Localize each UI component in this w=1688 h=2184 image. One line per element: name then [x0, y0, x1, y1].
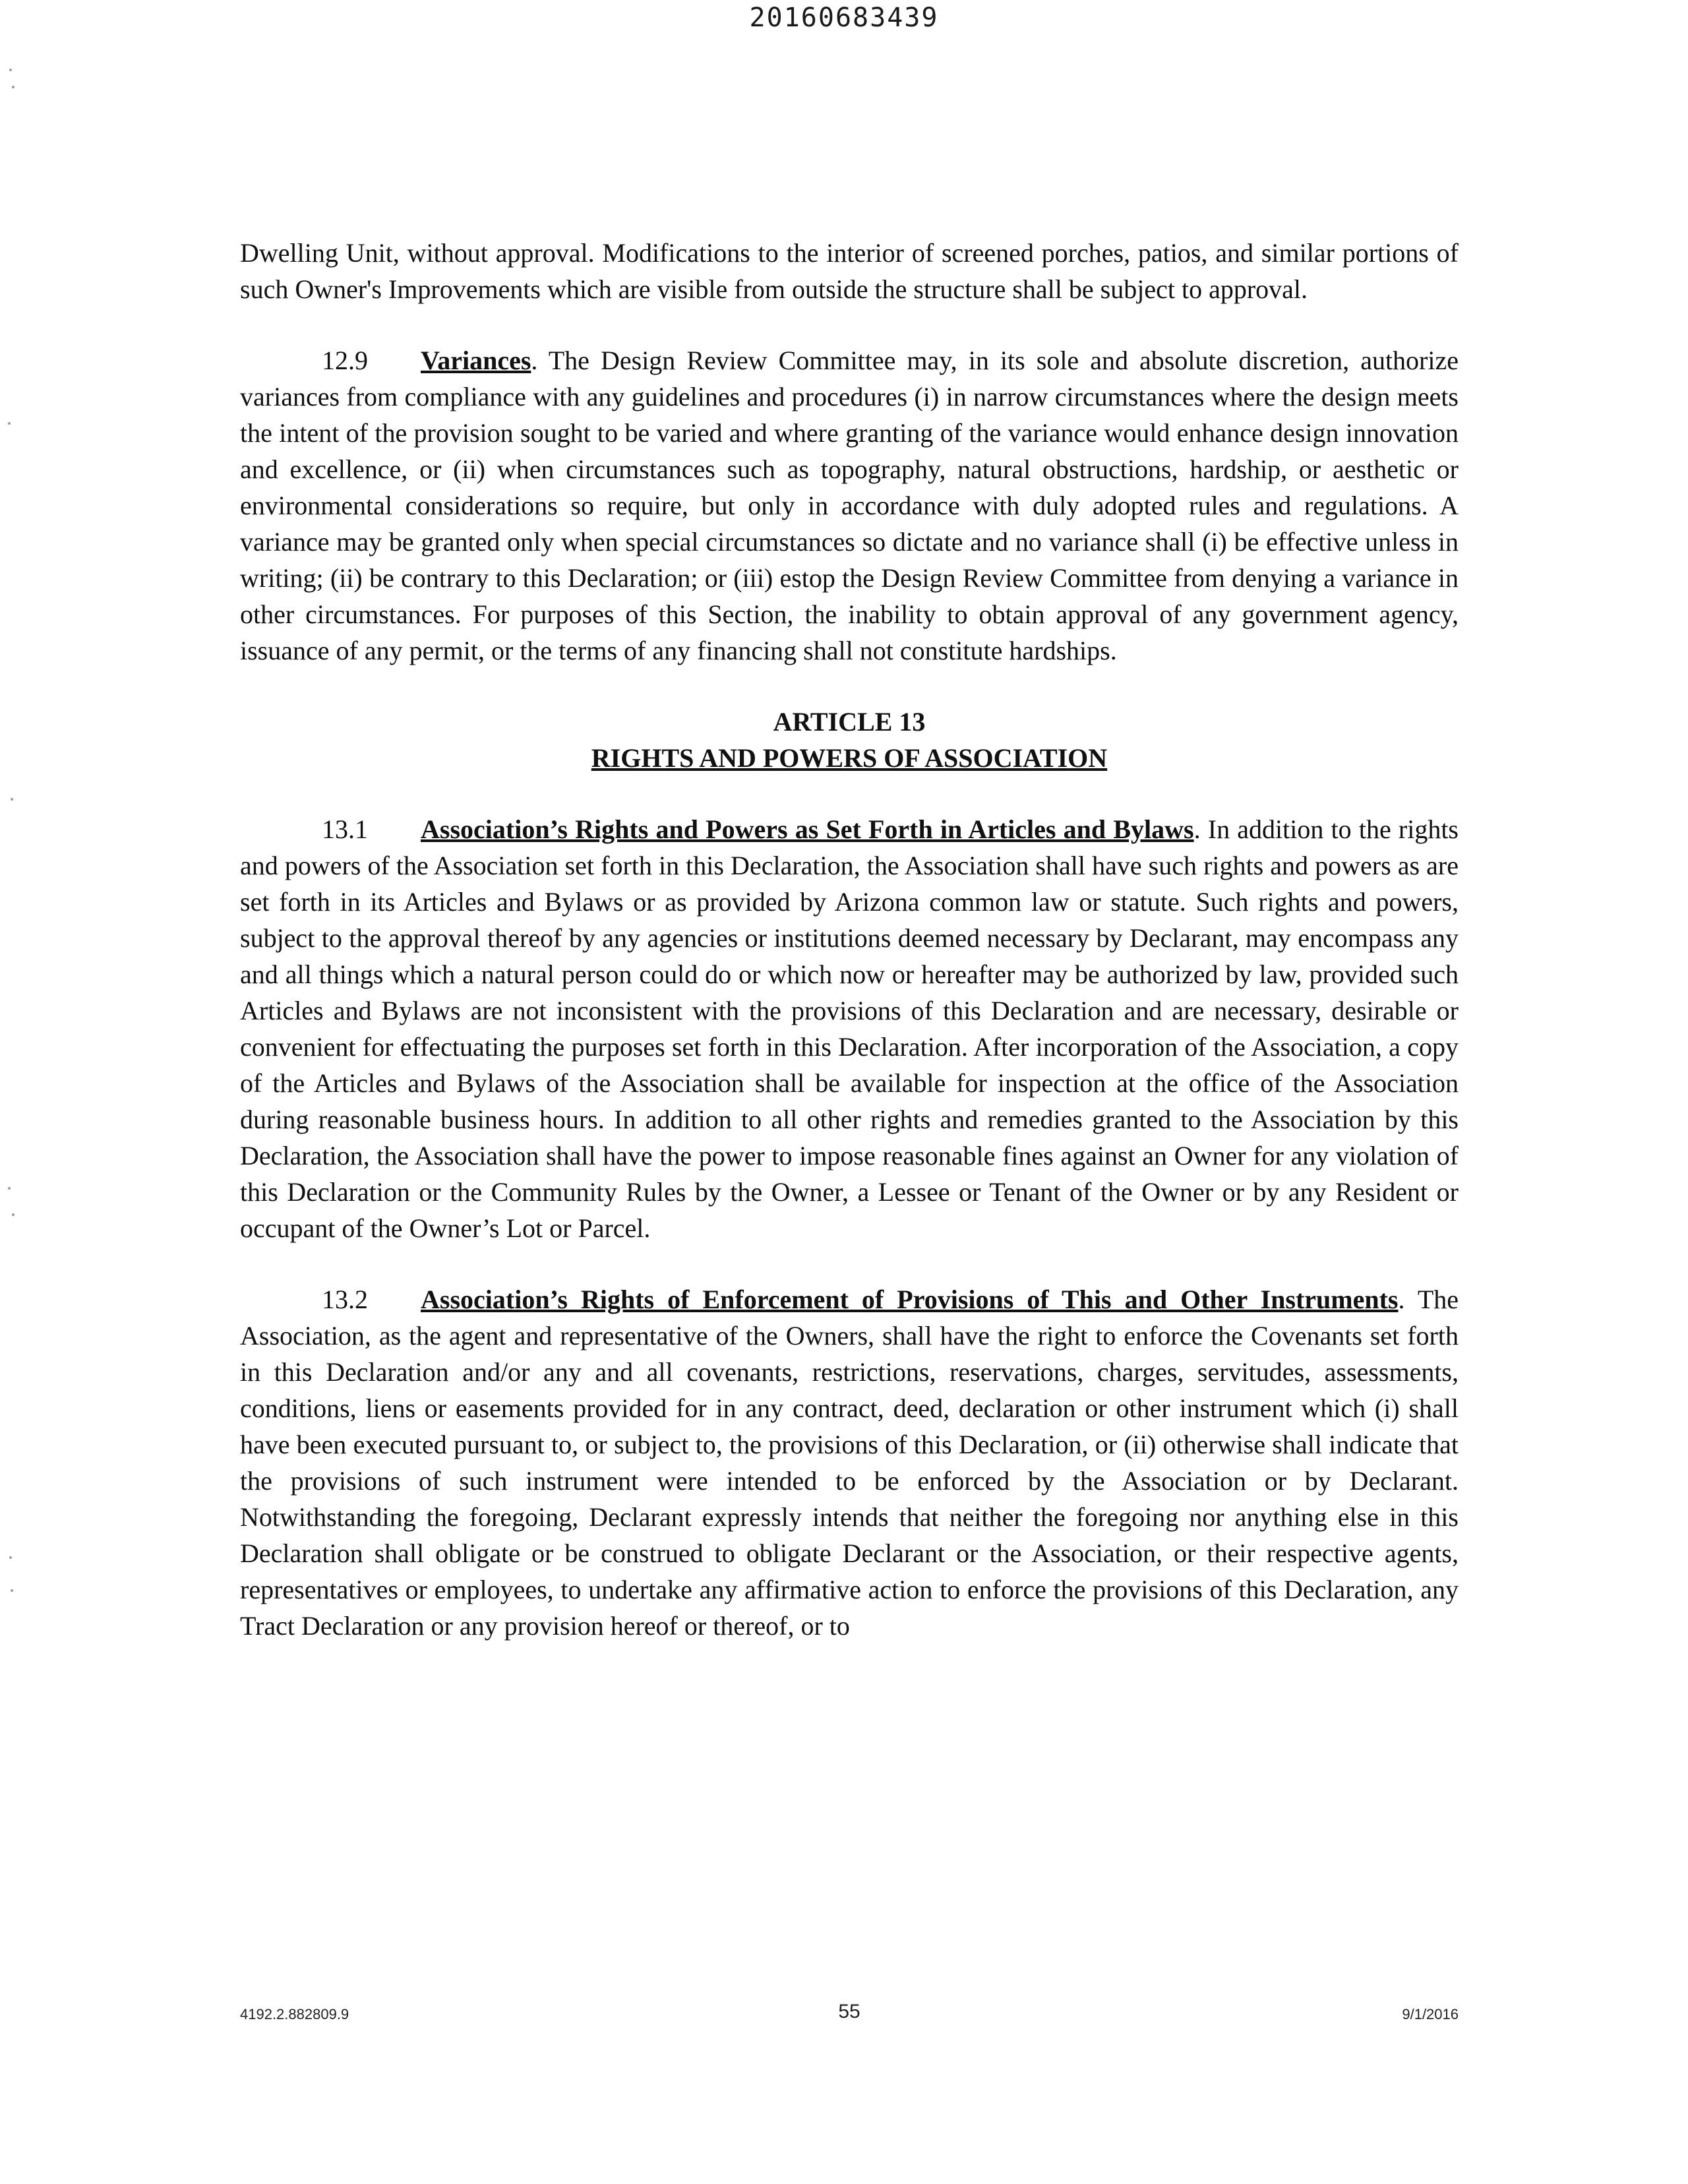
section-title: Association’s Rights of Enforcement of Provisions of This and Other Instruments — [421, 1285, 1399, 1314]
article-number: ARTICLE 13 — [773, 707, 926, 737]
section-title: Variances — [421, 346, 531, 375]
section-number: 13.2 — [322, 1285, 368, 1314]
article-heading — [240, 704, 1459, 776]
section-13-2 — [240, 1281, 1459, 1644]
footer-page-number: 55 — [838, 2001, 860, 2022]
section-number: 12.9 — [322, 346, 368, 375]
scan-speck — [8, 422, 11, 425]
scan-speck — [9, 1556, 12, 1559]
scan-speck — [11, 1589, 13, 1592]
article-title: RIGHTS AND POWERS OF ASSOCIATION — [591, 743, 1108, 773]
recording-number: 20160683439 — [749, 3, 939, 33]
footer-date: 9/1/2016 — [1402, 2006, 1459, 2022]
section-text: . In addition to the rights and powers of the Association set forth in this Declaration, the Association shall have such rights and powers as are set forth in its Articles and Bylaws or as provided by Arizona common law or statute. Such rights and powers, subject to the approval thereof by any agencies or institutions deemed necessary by Declarant, may encompass any and all things which a natural person could do or which now or hereafter may be authorized by law, provided such Articles and Bylaws are not inconsistent with the provisions of this Declaration and are necessary, desirable or convenient for effectuating the purposes set forth in this Declaration. After incorporation of the Association, a copy of the Articles and Bylaws of the Association shall be available for inspection at the office of the Association during reasonable business hours. In addition to all other rights and remedies granted to the Association by this Declaration, the Association shall have the power to impose reasonable fines against an Owner for any violation of this Declaration or the Community Rules by the Owner, a Lessee or Tenant of the Owner or by any Resident or occupant of the Owner’s Lot or Parcel. — [240, 814, 1459, 1243]
body-text — [240, 235, 1459, 1644]
continuation-paragraph: Dwelling Unit, without approval. Modifications to the interior of screened porches, patios, and similar portions of such Owner's Improvements which are visible from outside the structure shall be subject to approval. — [240, 238, 1459, 304]
scan-speck — [12, 1213, 15, 1216]
scan-speck — [11, 798, 13, 801]
section-text: . The Design Review Committee may, in its sole and absolute discretion, authorize variances from compliance with any guidelines and procedures (i) in narrow circumstances where the design meets the intent of the provision sought to be varied and where granting of the variance would enhance design innovation and excellence, or (ii) when circumstances such as topography, natural obstructions, hardship, or aesthetic or environmental considerations so require, but only in accordance with duly adopted rules and regulations. A variance may be granted only when special circumstances so dictate and no variance shall (i) be effective unless in writing; (ii) be contrary to this Declaration; or (iii) estop the Design Review Committee from denying a variance in other circumstances. For purposes of this Section, the inability to obtain approval of any government agency, issuance of any permit, or the terms of any financing shall not constitute hardships. — [240, 346, 1459, 665]
section-title: Association’s Rights and Powers as Set Forth in Articles and Bylaws — [421, 814, 1194, 844]
scan-speck — [8, 1187, 11, 1190]
section-number: 13.1 — [322, 814, 368, 844]
scan-speck — [9, 69, 12, 71]
footer-doc-id: 4192.2.882809.9 — [240, 2006, 349, 2022]
scan-speck — [12, 86, 15, 88]
section-13-1 — [240, 811, 1459, 1246]
section-12-9 — [240, 342, 1459, 669]
section-text: . The Association, as the agent and representative of the Owners, shall have the right to enforce the Covenants set forth in this Declaration and/or any and all covenants, restrictions, reservations, charges, servitudes, assessments, conditions, liens or easements provided for in any contract, deed, declaration or other instrument which (i) shall have been executed pursuant to, or subject to, the provisions of this Declaration, or (ii) otherwise shall indicate that the provisions of such instrument were intended to be enforced by the Association or by Declarant. Notwithstanding the foregoing, Declarant expressly intends that neither the foregoing nor anything else in this Declaration shall obligate or be construed to obligate Declarant or the Association, or their respective agents, representatives or employees, to undertake any affirmative action to enforce the provisions of this Declaration, any Tract Declaration or any provision hereof or thereof, or to — [240, 1285, 1459, 1641]
